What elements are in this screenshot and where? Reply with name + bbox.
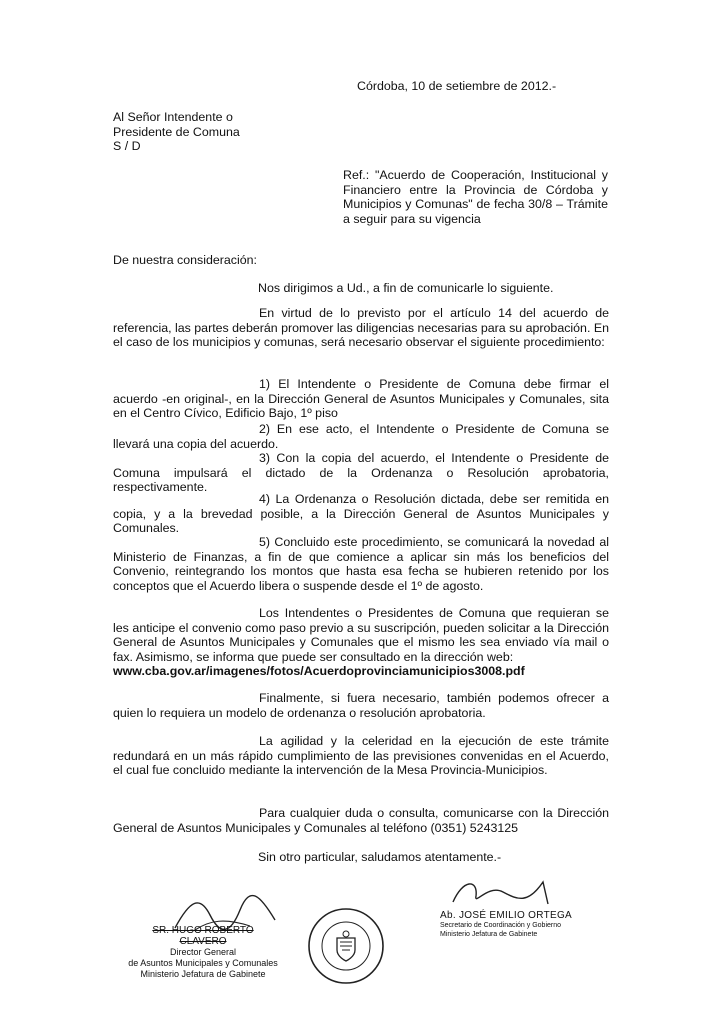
article-paragraph: En virtud de lo previsto por el artículo 14 del acuerdo de referencia, las partes deberán promover las diligencias necesarias para su aprobación. En el caso de los municipios y comunas, será necesario observar el siguiente procedimiento: — [113, 306, 609, 350]
left-signer-title: Director General — [169, 947, 237, 957]
recipient-block — [113, 110, 240, 154]
step-5: 5) Concluido este procedimiento, se comunicará la novedad al Ministerio de Finanzas, a fin de que comience a aplicar sin más los beneficios del Convenio, reintegrando los montos que hasta esa fecha se hubieren retenido por los conceptos que el Acuerdo libera o suspende desde el 1º de agosto. — [113, 535, 609, 593]
closing: Sin otro particular, saludamos atentamente.- — [258, 850, 502, 864]
right-signer-title: Secretario de Coordinación y Gobierno — [440, 922, 562, 929]
right-signer-name: Ab. JOSÉ EMILIO ORTEGA — [440, 910, 573, 921]
modelo-paragraph: Finalmente, si fuera necesario, también podemos ofrecer a quien lo requiera un modelo de ordenanza o resolución aprobatoria. — [113, 691, 609, 720]
left-signer-name: SR. HUGO ROBERTO CLAVERO — [152, 925, 254, 947]
official-seal — [306, 906, 386, 986]
agilidad-paragraph: La agilidad y la celeridad en la ejecución de este trámite redundará en un más rápido cumplimiento de las previsiones convenidas en el Acuerdo, el cual fue concluido mediante la intervención de la Mesa Provincia-Municipios. — [113, 734, 609, 778]
left-signature-block — [128, 925, 278, 980]
intro-paragraph: Nos dirigimos a Ud., a fin de comunicarle lo siguiente. — [258, 281, 554, 295]
reference: Ref.: "Acuerdo de Cooperación, Institucional y Financiero entre la Provincia de Córdoba y Municipios y Comunas" de fecha 30/8 – Trámite a seguir para su vigencia — [343, 168, 608, 226]
left-signer-office: de Asuntos Municipales y Comunales — [128, 958, 278, 968]
right-signature-block — [440, 910, 590, 939]
recipient-line: Presidente de Comuna — [113, 124, 240, 139]
step-2: 2) En ese acto, el Intendente o Presidente de Comuna se llevará una copia del acuerdo. — [113, 422, 609, 451]
step-3: 3) Con la copia del acuerdo, el Intendente o Presidente de Comuna impulsará el dictado de la Ordenanza o Resolución aprobatoria, respectivamente. — [113, 451, 609, 495]
right-signature-scribble — [448, 874, 568, 914]
web-address: www.cba.gov.ar/imagenes/fotos/Acuerdoprovinciamunicipios3008.pdf — [113, 664, 525, 678]
recipient-line: S / D — [113, 139, 141, 154]
anticipo-paragraph: Los Intendentes o Presidentes de Comuna que requieran se les anticipe el convenio como paso previo a su suscripción, pueden solicitar a la Dirección General de Asuntos Municipales y Comunales que el mismo les sea enviado vía mail o fax. Asimismo, se informa que puede ser consultado en la dirección web: — [113, 606, 609, 664]
right-signer-ministry: Ministerio Jefatura de Gabinete — [440, 931, 538, 938]
left-signer-ministry: Ministerio Jefatura de Gabinete — [140, 969, 266, 979]
salutation: De nuestra consideración: — [113, 253, 257, 267]
step-1: 1) El Intendente o Presidente de Comuna debe firmar el acuerdo -en original-, en la Dirección General de Asuntos Municipales y Comunales, sita en el Centro Cívico, Edificio Bajo, 1º piso — [113, 377, 609, 421]
step-4: 4) La Ordenanza o Resolución dictada, debe ser remitida en copia, y a la brevedad posible, a la Dirección General de Asuntos Municipales y Comunales. — [113, 492, 609, 536]
recipient-line: Al Señor Intendente o — [113, 110, 233, 124]
consulta-paragraph: Para cualquier duda o consulta, comunicarse con la Dirección General de Asuntos Municipales y Comunales al teléfono (0351) 5243125 — [113, 806, 609, 835]
date-line: Córdoba, 10 de setiembre de 2012.- — [357, 79, 557, 93]
